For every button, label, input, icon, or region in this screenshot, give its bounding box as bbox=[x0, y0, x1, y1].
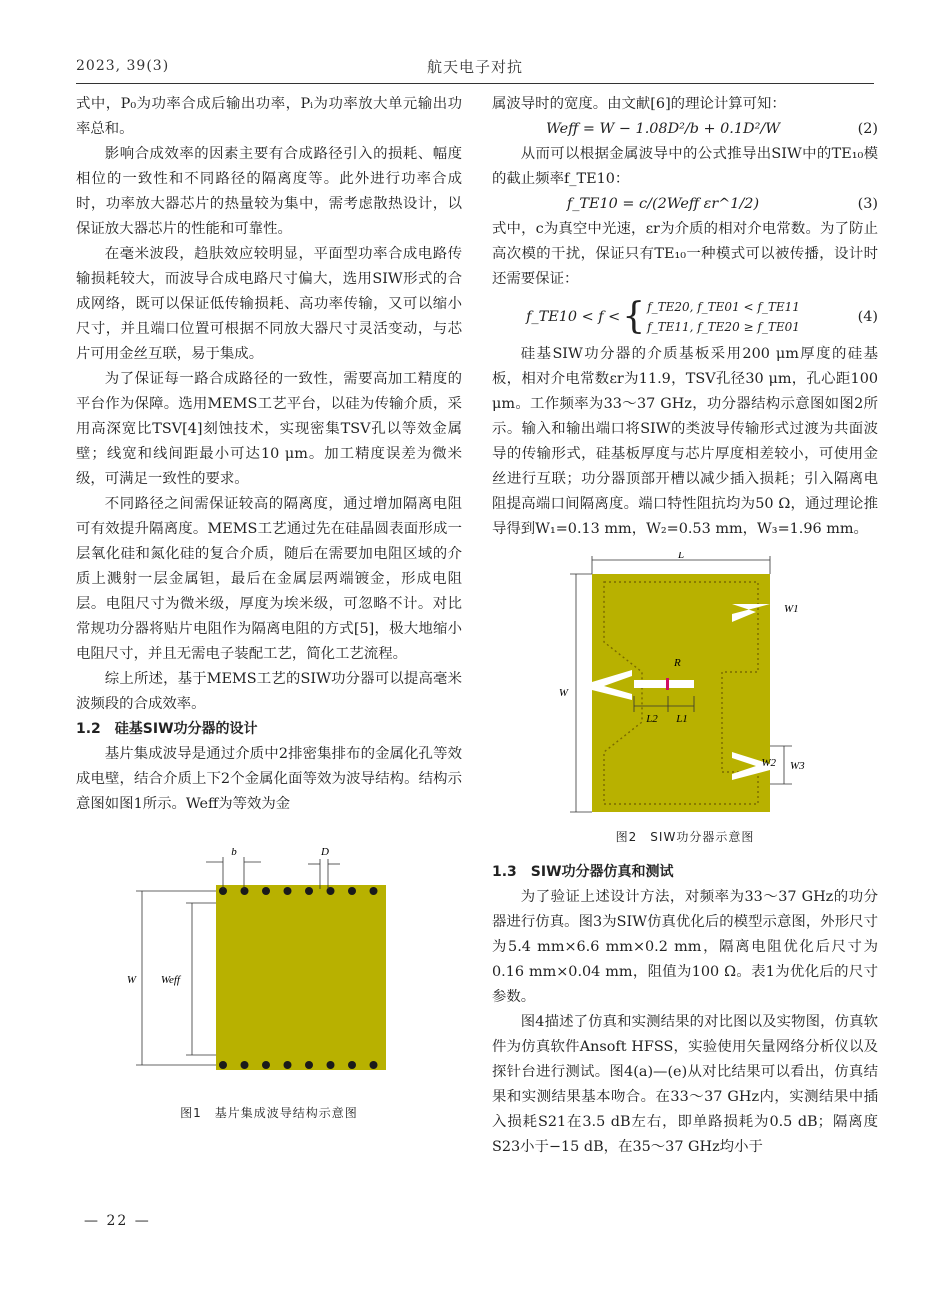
figure-2 bbox=[492, 552, 878, 850]
label-L1: L1 bbox=[676, 713, 688, 725]
paragraph: 属波导时的宽度。由文献[6]的理论计算可知： bbox=[492, 96, 786, 112]
journal-title: 航天电子对抗 bbox=[426, 58, 523, 76]
equation-4-number: (4) bbox=[857, 308, 878, 325]
paragraph: 基片集成波导是通过介质中2排密集排布的金属化孔等效成电壁，结合介质上下2个金属化面等效为波导结构。结构示意图如图1所示。Weff为等效为金 bbox=[76, 746, 462, 812]
equation-3-formula: f_TE10 = c/(2Weff εr^1/2) bbox=[566, 196, 760, 212]
isolation-slot bbox=[634, 680, 694, 688]
right-column bbox=[492, 92, 878, 1160]
header-rule bbox=[76, 83, 874, 84]
paragraph: 综上所述，基于MEMS工艺的SIW功分器可以提高毫米波频段的合成效率。 bbox=[76, 671, 462, 712]
left-column bbox=[76, 92, 462, 1126]
paragraph: 不同路径之间需保证较高的隔离度，通过增加隔离电阻可有效提升隔离度。MEMS工艺通过先在硅晶圆表面形成一层氧化硅和氮化硅的复合介质，随后在需要加电阻区域的介质上溅射一层金属钽，最后在金属层两端镀金，形成电阻层。电阻尺寸为微米级，厚度为埃米级，可忽略不计。对比常规功分器将贴片电阻作为隔离电阻的方式[5]，极大地缩小电阻尺寸，并且无需电子装配工艺，简化工艺流程。 bbox=[76, 496, 462, 662]
via-hole bbox=[370, 887, 378, 895]
paragraph: 在毫米波段，趋肤效应较明显，平面型功率合成电路传输损耗较大，而波导合成电路尺寸偏大，选用SIW形式的合成网络，既可以保证低传输损耗、高功率传输，又可以缩小尺寸，并且端口位置可根据不同放大器尺寸灵活变动，与芯片可用金丝互联，易于集成。 bbox=[76, 246, 462, 362]
via-hole bbox=[327, 1061, 335, 1069]
via-hole bbox=[241, 887, 249, 895]
figure-1-caption: 图1 基片集成波导结构示意图 bbox=[180, 1106, 358, 1120]
paragraph: 从而可以根据金属波导中的公式推导出SIW中的TE₁₀模的截止频率f_TE10： bbox=[492, 146, 878, 187]
equation-4-left: f_TE10 < f < bbox=[526, 308, 621, 325]
page-number: — 22 — bbox=[84, 1213, 151, 1229]
equation-4-brace: { bbox=[622, 296, 646, 337]
volume-issue: 2023, 39(3) bbox=[76, 58, 170, 74]
paragraph: 式中，P₀为功率合成后输出功率，Pᵢ为功率放大单元输出功率总和。 bbox=[76, 96, 462, 137]
equation-2 bbox=[492, 117, 878, 142]
via-hole bbox=[241, 1061, 249, 1069]
label-D: D bbox=[321, 846, 329, 858]
label-W3: W3 bbox=[790, 760, 805, 772]
equation-4-case-1: f_TE20, f_TE01 < f_TE11 bbox=[647, 300, 800, 314]
label-W2: W2 bbox=[761, 757, 776, 769]
via-hole bbox=[284, 1061, 292, 1069]
paragraph: 为了保证每一路合成路径的一致性，需要高加工精度的平台作为保障。选用MEMS工艺平台，以硅为传输介质，采用高深宽比TSV[4]刻蚀技术，实现密集TSV孔以等效金属壁；线宽和线间距最小可达10 μm。加工精度误差为微米级，可满足一致性的要求。 bbox=[76, 371, 462, 487]
paragraph: 影响合成效率的因素主要有合成路径引入的损耗、幅度相位的一致性和不同路径的隔离度等。此外进行功率合成时，功率放大器芯片的热量较为集中，需考虑散热设计，以保证放大器芯片的性能和可靠性。 bbox=[76, 146, 462, 237]
paragraph: 为了验证上述设计方法，对频率为33～37 GHz的功分器进行仿真。图3为SIW仿真优化后的模型示意图，外形尺寸为5.4 mm×6.6 mm×0.2 mm，隔离电阻优化后尺寸为0.16 mm×0.04 mm，阻值为100 Ω。表1为优化后的尺寸参数。 bbox=[492, 889, 878, 1005]
via-hole bbox=[262, 887, 270, 895]
siw-substrate bbox=[216, 885, 386, 1070]
via-hole bbox=[348, 1061, 356, 1069]
via-hole bbox=[262, 1061, 270, 1069]
via-hole bbox=[370, 1061, 378, 1069]
label-W1: W1 bbox=[784, 603, 799, 615]
siw-structure-diagram bbox=[76, 845, 462, 1090]
paragraph: 式中，c为真空中光速，εr为介质的相对介电常数。为了防止高次模的干扰，保证只有TE₁₀一种模式可以被传播，设计时还需要保证： bbox=[492, 221, 878, 287]
section-heading-1-2: 1.2 硅基SIW功分器的设计 bbox=[76, 721, 258, 737]
via-hole bbox=[348, 887, 356, 895]
label-L: L bbox=[677, 552, 685, 561]
via-hole bbox=[284, 887, 292, 895]
equation-3 bbox=[492, 192, 878, 217]
paragraph: 硅基SIW功分器的介质基板采用200 μm厚度的硅基板，相对介电常数εr为11.9，TSV孔径30 μm，孔心距100 μm。工作频率为33～37 GHz，功分器结构示意图如图2所示。输入和输出端口将SIW的类波导传输形式过渡为共面波导的传输形式，硅基板厚度与芯片厚度相差较小，可使用金丝进行互联；功分器顶部开槽以减少插入损耗；引入隔离电阻提高端口间隔离度。端口特性阻抗均为50 Ω，通过理论推导得到W₁=0.13 mm，W₂=0.53 mm，W₃=1.96 mm。 bbox=[492, 346, 878, 537]
label-W: W bbox=[126, 974, 136, 986]
label-R: R bbox=[674, 657, 681, 669]
isolation-resistor bbox=[666, 678, 669, 690]
figure-2-caption: 图2 SIW功分器示意图 bbox=[615, 830, 755, 844]
siw-divider-diagram bbox=[492, 552, 878, 814]
figure-1 bbox=[76, 845, 462, 1126]
via-hole bbox=[219, 1061, 227, 1069]
paragraph: 图4描述了仿真和实测结果的对比图以及实物图，仿真软件为仿真软件Ansoft HFSS，实验使用矢量网络分析仪以及探针台进行测试。图4(a)—(e)从对比结果可以看出，仿真结果和实测结果基本吻合。在33～37 GHz内，实测结果中插入损耗S21在3.5 dB左右，即单路损耗为0.5 dB；隔离度S23小于−15 dB，在35～37 GHz均小于 bbox=[492, 1014, 878, 1155]
label-L2: L2 bbox=[646, 713, 658, 725]
label-W: W bbox=[558, 687, 568, 699]
equation-4 bbox=[492, 292, 878, 342]
equation-3-number: (3) bbox=[857, 196, 878, 212]
page-header bbox=[76, 56, 874, 82]
label-Weff: Weff bbox=[160, 974, 180, 986]
section-heading-1-3: 1.3 SIW功分器仿真和测试 bbox=[492, 864, 674, 880]
equation-4-case-2: f_TE11, f_TE20 ≥ f_TE01 bbox=[647, 320, 800, 334]
equation-2-number: (2) bbox=[857, 121, 878, 137]
equation-2-formula: Weff = W − 1.08D²/b + 0.1D²/W bbox=[546, 121, 780, 137]
label-b: b bbox=[231, 846, 237, 858]
via-hole bbox=[305, 1061, 313, 1069]
via-hole bbox=[305, 887, 313, 895]
